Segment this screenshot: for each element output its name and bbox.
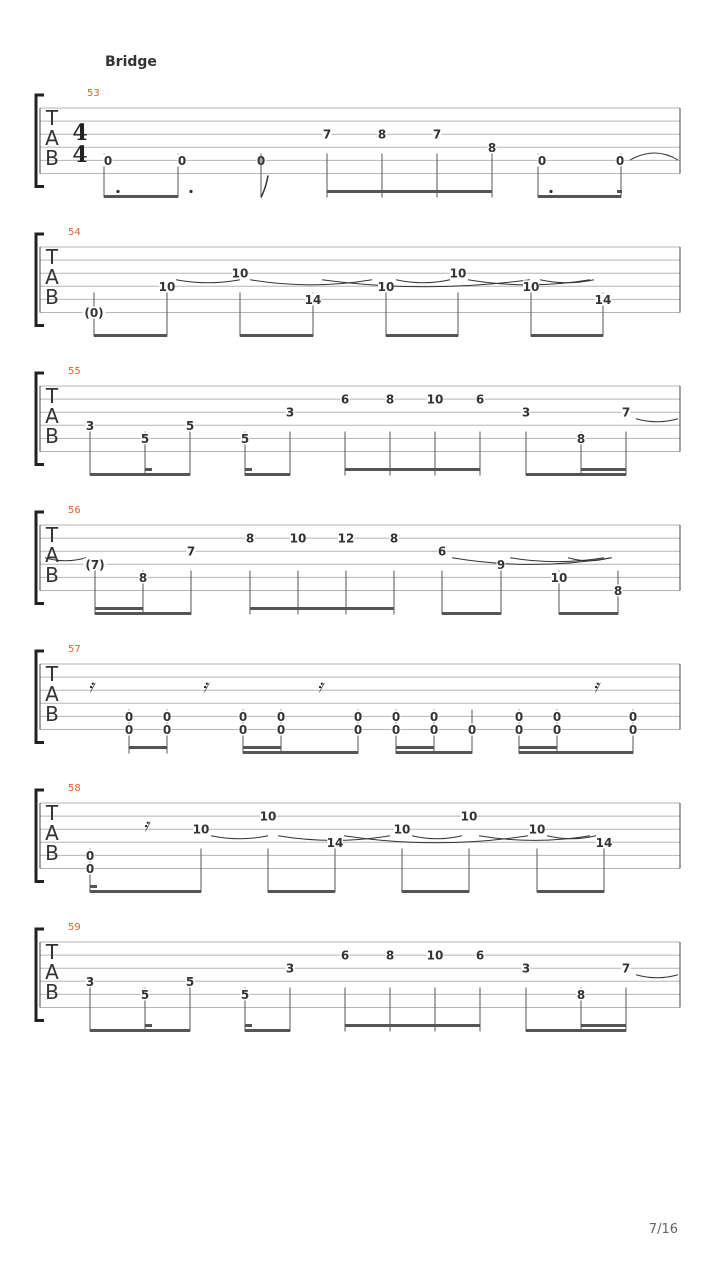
- beam: [519, 751, 633, 754]
- beam: [243, 746, 281, 749]
- sixteenth-rest-icon: 𝄿: [143, 815, 149, 836]
- bar-number: 54: [68, 227, 81, 238]
- fret-number: 6: [437, 544, 447, 559]
- fret-number: 8: [385, 392, 395, 407]
- time-signature-top: 4: [72, 120, 88, 146]
- fret-number: 6: [475, 392, 485, 407]
- fret-number: 0: [238, 709, 248, 724]
- tab-clef-letter: A: [45, 265, 59, 289]
- beam: [90, 890, 201, 893]
- fret-number: 6: [340, 948, 350, 963]
- bar-number: 55: [68, 366, 81, 377]
- fret-number: 10: [393, 822, 411, 837]
- fret-number: 14: [594, 292, 612, 307]
- fret-number: 10: [231, 266, 249, 281]
- tab-system-58: [36, 783, 680, 893]
- beam: [250, 607, 394, 610]
- beam: [327, 190, 492, 193]
- fret-number: 10: [449, 266, 467, 281]
- tab-clef-letter: B: [45, 563, 59, 587]
- beam-stub: [245, 468, 252, 471]
- sixteenth-rest-icon: 𝄿: [317, 676, 323, 697]
- tab-clef-letter: A: [45, 960, 59, 984]
- fret-number: 0: [162, 709, 172, 724]
- tab-clef-letter: B: [45, 702, 59, 726]
- sixteenth-rest-icon: 𝄿: [202, 676, 208, 697]
- fret-number: 10: [528, 822, 546, 837]
- fret-number: 6: [340, 392, 350, 407]
- fret-number: 3: [85, 418, 95, 433]
- beam-stub: [617, 190, 622, 193]
- fret-number: 8: [613, 584, 623, 598]
- tab-clef-letter: T: [45, 940, 59, 964]
- tab-system-55: [36, 366, 680, 476]
- tab-system-53: [36, 88, 680, 198]
- tab-clef-letter: B: [45, 841, 59, 865]
- fret-number: 0: [429, 709, 439, 724]
- page-number: 7/16: [648, 1222, 678, 1237]
- tab-clef-letter: T: [45, 662, 59, 686]
- beam: [396, 751, 472, 754]
- fret-number: 0: [238, 723, 248, 737]
- fret-number: 0: [177, 153, 187, 168]
- beam: [243, 751, 358, 754]
- beam: [245, 1029, 290, 1032]
- tie-arc: [344, 836, 528, 843]
- fret-number: 8: [245, 531, 255, 546]
- fret-number: 0: [552, 709, 562, 724]
- fret-number: 0: [552, 723, 562, 737]
- beam: [442, 612, 501, 615]
- beam: [90, 1029, 190, 1032]
- fret-number: 5: [185, 418, 195, 433]
- beam: [538, 195, 621, 198]
- fret-number: 0: [353, 723, 363, 737]
- fret-number: 0: [162, 723, 172, 737]
- tab-clef-letter: A: [45, 126, 59, 150]
- tab-system-59: [36, 922, 680, 1032]
- fret-number: 0: [276, 723, 286, 737]
- fret-number: 12: [337, 531, 355, 546]
- tab-clef-letter: B: [45, 980, 59, 1004]
- note-flag: [261, 176, 268, 198]
- fret-number: 0: [628, 723, 638, 737]
- beam-stub: [90, 885, 97, 888]
- fret-number: 6: [475, 948, 485, 963]
- bar-number: 59: [68, 922, 81, 933]
- beam: [386, 334, 458, 337]
- fret-number: 5: [240, 431, 250, 446]
- fret-number: 0: [615, 153, 625, 168]
- fret-number: 14: [595, 835, 613, 850]
- fret-number: 7: [621, 961, 631, 976]
- beam: [581, 1024, 626, 1027]
- tab-system-56: [36, 505, 680, 615]
- augmentation-dot: [189, 190, 192, 193]
- fret-number: 0: [467, 723, 477, 737]
- tab-clef-letter: A: [45, 543, 59, 567]
- beam: [129, 746, 167, 749]
- fret-number: 10: [377, 279, 395, 294]
- tab-clef-letter: T: [45, 523, 59, 547]
- fret-number: 0: [103, 153, 113, 168]
- fret-number: 10: [522, 279, 540, 294]
- fret-number: 0: [353, 709, 363, 724]
- tie-arc: [636, 419, 678, 422]
- beam-stub: [245, 1024, 252, 1027]
- fret-number: 3: [285, 405, 295, 420]
- fret-number: 0: [124, 709, 134, 724]
- beam: [345, 468, 480, 471]
- beam: [104, 195, 178, 198]
- fret-number: 7: [432, 127, 442, 142]
- bar-number: 58: [68, 783, 81, 794]
- fret-number: 0: [85, 848, 95, 863]
- tab-clef-letter: A: [45, 821, 59, 845]
- beam: [519, 746, 557, 749]
- fret-number: 3: [521, 405, 531, 420]
- beam: [396, 746, 434, 749]
- tie-arc: [250, 280, 372, 285]
- beam: [94, 334, 167, 337]
- tab-clef-letter: B: [45, 424, 59, 448]
- bar-number: 53: [87, 88, 100, 99]
- fret-number: 3: [85, 974, 95, 989]
- fret-number: 8: [487, 140, 497, 155]
- tie-arc: [636, 975, 678, 978]
- fret-number: 0: [391, 723, 401, 737]
- beam-stub: [145, 1024, 152, 1027]
- beam: [240, 334, 313, 337]
- tab-clef-letter: T: [45, 384, 59, 408]
- fret-number: 7: [621, 405, 631, 420]
- tab-clef-letter: T: [45, 106, 59, 130]
- fret-number: 5: [140, 987, 150, 1002]
- fret-number: 5: [185, 974, 195, 989]
- fret-number: 7: [322, 127, 332, 142]
- fret-number: 0: [85, 862, 95, 876]
- fret-number: 10: [550, 570, 568, 585]
- augmentation-dot: [116, 190, 119, 193]
- fret-number: 0: [537, 153, 547, 168]
- fret-number: 7: [186, 544, 196, 559]
- tab-system-57: [36, 644, 680, 754]
- fret-number: 8: [385, 948, 395, 963]
- beam: [95, 607, 143, 610]
- fret-number: 0: [429, 723, 439, 737]
- tie-arc: [176, 280, 240, 283]
- beam: [95, 612, 191, 615]
- fret-number: 0: [514, 723, 524, 737]
- section-title: Bridge: [105, 54, 157, 70]
- sixteenth-rest-icon: 𝄿: [593, 676, 599, 697]
- fret-number: 14: [304, 292, 322, 307]
- tie-arc: [396, 280, 450, 283]
- beam: [90, 473, 190, 476]
- beam: [268, 890, 335, 893]
- fret-number: 0: [124, 723, 134, 737]
- fret-number: 5: [140, 431, 150, 446]
- bar-number: 57: [68, 644, 81, 655]
- tab-clef-letter: A: [45, 404, 59, 428]
- beam: [526, 1029, 626, 1032]
- sixteenth-rest-icon: 𝄿: [88, 676, 94, 697]
- fret-number: 3: [285, 961, 295, 976]
- augmentation-dot: [549, 190, 552, 193]
- tab-clef-letter: B: [45, 146, 59, 170]
- tab-clef-letter: T: [45, 801, 59, 825]
- beam: [526, 473, 626, 476]
- tab-clef-letter: B: [45, 285, 59, 309]
- beam: [345, 1024, 480, 1027]
- fret-number: 0: [628, 709, 638, 724]
- fret-number: 10: [158, 279, 176, 294]
- fret-number: 10: [426, 948, 444, 963]
- fret-number: 14: [326, 835, 344, 850]
- fret-number: 8: [389, 531, 399, 546]
- fret-number: 8: [576, 431, 586, 446]
- tie-arc: [630, 153, 678, 160]
- fret-number: 8: [377, 127, 387, 142]
- fret-number: 8: [576, 987, 586, 1002]
- time-signature-bottom: 4: [72, 142, 88, 168]
- tab-clef-letter: T: [45, 245, 59, 269]
- beam: [245, 473, 290, 476]
- fret-number: 0: [514, 709, 524, 724]
- beam: [531, 334, 603, 337]
- fret-number: 0: [256, 153, 266, 168]
- tie-arc: [211, 836, 268, 839]
- fret-number: 9: [496, 557, 506, 572]
- tab-system-54: [36, 227, 680, 337]
- beam-stub: [145, 468, 152, 471]
- fret-number: 0: [391, 709, 401, 724]
- tie-arc: [412, 836, 462, 839]
- fret-number: 10: [289, 531, 307, 546]
- beam: [402, 890, 469, 893]
- fret-number: 8: [138, 570, 148, 585]
- fret-number: 5: [240, 987, 250, 1002]
- beam: [559, 612, 618, 615]
- fret-number: 10: [426, 392, 444, 407]
- fret-number: 3: [521, 961, 531, 976]
- beam: [581, 468, 626, 471]
- fret-number: 0: [276, 709, 286, 724]
- fret-number: (7): [85, 557, 105, 572]
- fret-number: (0): [84, 306, 104, 320]
- beam: [537, 890, 604, 893]
- fret-number: 10: [259, 809, 277, 824]
- fret-number: 10: [192, 822, 210, 837]
- bar-number: 56: [68, 505, 81, 516]
- fret-number: 10: [460, 809, 478, 824]
- tab-clef-letter: A: [45, 682, 59, 706]
